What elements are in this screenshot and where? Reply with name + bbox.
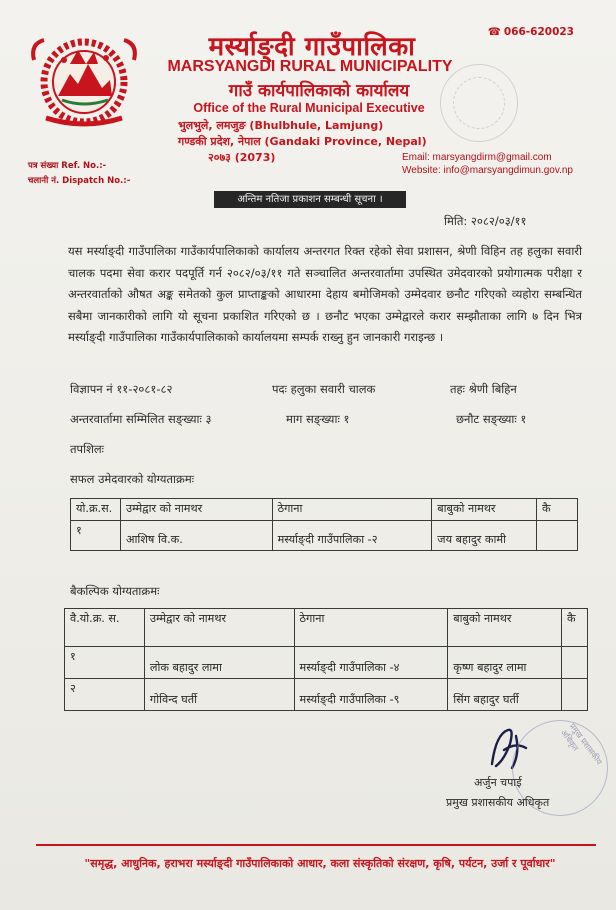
notice-title: अन्तिम नतिजा प्रकाशन सम्बन्धी सूचना ।	[214, 191, 406, 208]
table-row	[65, 647, 588, 679]
header-candidate-name: उम्मेद्वार को नामथर	[120, 499, 272, 521]
cell-remarks	[537, 521, 578, 551]
header-alt-serial: वै.यो.क्र. स.	[65, 609, 145, 647]
alternate-heading: बैकल्पिक योग्यताक्रमः	[70, 584, 160, 598]
cell-address: मर्स्याङ्दी गाउँपालिका -४	[294, 647, 448, 679]
signatory-title: प्रमुख प्रशासकीय अधिकृत	[446, 796, 550, 809]
cell-candidate-name: गोविन्द घर्ती	[144, 679, 294, 711]
header-father-name: बाबुको नामथर	[432, 499, 537, 521]
table-row	[65, 679, 588, 711]
ref-number-label: पत्र संख्या Ref. No.:-	[28, 161, 107, 171]
selected-count: छनौट सङ्ख्याः १	[456, 412, 527, 426]
phone-icon: ☎	[487, 26, 501, 38]
success-heading: सफल उमेदवारको योग्यताक्रमः	[70, 472, 195, 486]
demand-count: माग सङ्ख्याः १	[286, 412, 350, 426]
email-text: Email: marsyangdirm@gmail.com	[402, 152, 552, 163]
cell-address: मर्स्याङ्दी गाउँपालिका -९	[294, 679, 448, 711]
header-serial: यो.क्र.स.	[71, 499, 121, 521]
cell-serial: १	[65, 647, 145, 679]
government-emblem-icon	[26, 30, 144, 130]
phone-number	[488, 26, 574, 38]
address-line-2: गण्डकी प्रदेश, नेपाल (Gandaki Province, Nepal)	[178, 135, 427, 148]
success-table	[70, 498, 578, 551]
interview-count: अन्तरवार्तामा सम्मिलित सङ्ख्याः ३	[70, 412, 212, 426]
cell-father-name: जय बहादुर कामी	[432, 521, 537, 551]
website-text: Website: info@marsyangdimun.gov.np	[402, 165, 573, 176]
header-remarks: कै	[537, 499, 578, 521]
address-line-1: भुलभुले, लमजुङ (Bhulbhule, Lamjung)	[178, 119, 384, 132]
municipality-name-english: MARSYANGDI RURAL MUNICIPALITY	[167, 58, 453, 75]
municipality-name-nepali: मर्स्याङ्दी गाउँपालिका	[208, 32, 416, 62]
signatory-name: अर्जुन चपाई	[474, 776, 522, 789]
stamp-text: प्रमुख प्रशासकीय अधिकृत	[558, 721, 604, 767]
address-line-3: २०७३ (2073)	[208, 151, 276, 164]
notice-date: मिति: २०८२/०३/११	[444, 214, 527, 228]
cell-serial: २	[65, 679, 145, 711]
office-name-nepali: गाउँ कार्यपालिकाको कार्यालय	[228, 81, 410, 101]
cell-address: मर्स्याङ्दी गाउँपालिका -२	[272, 521, 432, 551]
cell-father-name: कृष्ण बहादुर लामा	[448, 647, 562, 679]
table-row	[71, 521, 578, 551]
phone-text: 066-620023	[503, 26, 574, 38]
table-header-row	[71, 499, 578, 521]
post-level: तहः श्रेणी बिहिन	[450, 382, 517, 396]
table-header-row	[65, 609, 588, 647]
footer-slogan: "समृद्ध, आधुनिक, हराभरा मर्स्याङ्दी गाउँपालिकाको आधार, कला संस्कृतिको संरक्षण, कृषि, पर्यटन, उर्जा र पूर्वाधार"	[84, 857, 556, 870]
alternate-table	[64, 608, 588, 711]
header-remarks: कै	[561, 609, 587, 647]
post-name: पदः हलुका सवारी चालक	[272, 382, 376, 396]
details-heading: तपशिलः	[70, 442, 105, 456]
cell-remarks	[561, 647, 587, 679]
header-candidate-name: उम्मेद्वार को नामथर	[144, 609, 294, 647]
cell-father-name: सिंग बहादुर घर्ती	[448, 679, 562, 711]
ad-number: विज्ञापन नं ११-२०८१-८२	[70, 382, 173, 396]
cell-remarks	[561, 679, 587, 711]
header-address: ठेगाना	[294, 609, 448, 647]
cell-candidate-name: आशिष वि.क.	[120, 521, 272, 551]
cell-candidate-name: लोक बहादुर लामा	[144, 647, 294, 679]
office-name-english: Office of the Rural Municipal Executive	[193, 101, 425, 115]
cell-serial: १	[71, 521, 121, 551]
dispatch-number-label: चलानी नं. Dispatch No.:-	[28, 176, 131, 186]
header-address: ठेगाना	[272, 499, 432, 521]
notice-body: यस मर्स्याङ्दी गाउँपालिका गाउँकार्यपालिकाको कार्यालय अन्तरगत रिक्त रहेको सेवा प्रशासन, श्रेणी विहिन तह हलुका सवारी चालक पदमा सेवा करार पदपूर्ति गर्न २०८२/०३/११ गते सञ्चालित अन्तरवार्तामा उपस्थित उमेदवारको प्रयोगात्मक परीक्षा र अन्तरवार्ताको औषत अङ्क समेतको कुल प्राप्ताङ्कको आधारमा देहाय बमोजिमको उम्मेदवार छनौट गरिएको व्यहोरा सम्बन्धित सबैमा जानकारीको लागि यो सूचना प्रकाशित गरिएको छ । छनौट भएका उम्मेद्वारले करार सम्झौताका लागि ७ दिन भित्र मर्स्याङ्दी गाउँपालिका गाउँकार्यपालिकाको कार्यालयमा सम्पर्क राख्नु हुन जानकारी गराइन्छ ।	[68, 244, 582, 345]
office-seal	[440, 64, 518, 142]
footer-divider	[36, 844, 596, 846]
header-father-name: बाबुको नामथर	[448, 609, 562, 647]
